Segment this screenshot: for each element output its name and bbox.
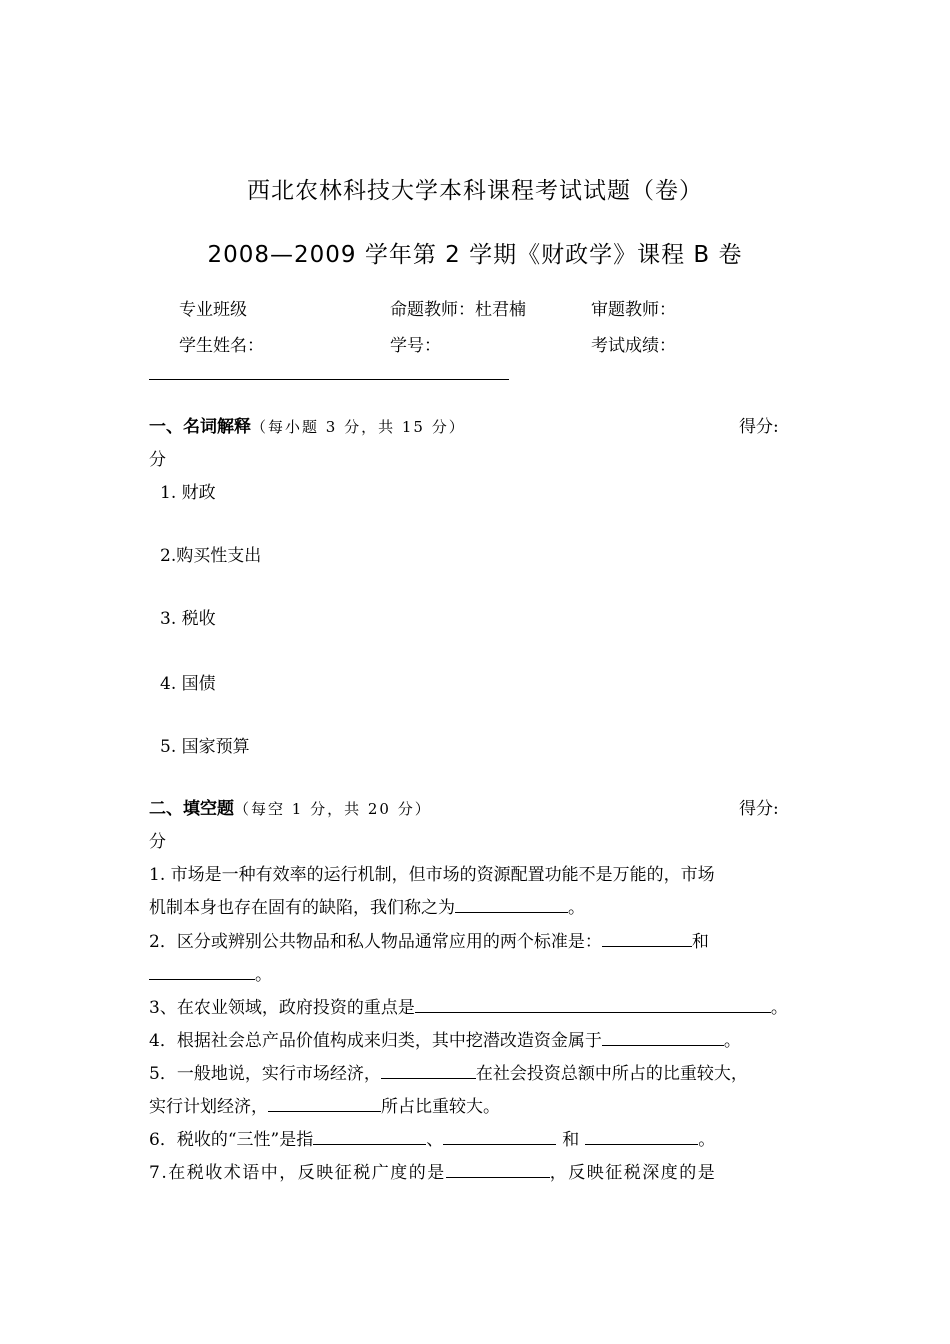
question-3 bbox=[149, 993, 788, 1018]
info-score: 考试成绩： bbox=[591, 336, 676, 356]
answer-blank[interactable] bbox=[313, 1130, 426, 1145]
question-5-line2 bbox=[149, 1092, 500, 1117]
info-student-name: 学生姓名： bbox=[179, 336, 264, 356]
question-5-line1 bbox=[149, 1059, 748, 1084]
question-7-text: 7.在税收术语中，反映征税广度的是 bbox=[149, 1163, 446, 1183]
term-item: 4. 国债 bbox=[160, 674, 216, 694]
section1-score-unit: 分 bbox=[149, 450, 166, 470]
info-major-class: 专业班级 bbox=[179, 300, 247, 320]
section1-score-label: 得分: bbox=[739, 417, 779, 437]
exam-title: 西北农林科技大学本科课程考试试题（卷） bbox=[247, 178, 703, 204]
info-student-id: 学号： bbox=[390, 336, 441, 356]
exam-subtitle: 2008—2009 学年第 2 学期《财政学》课程 B 卷 bbox=[207, 242, 743, 268]
term-item: 3. 税收 bbox=[160, 609, 216, 629]
term-item: 5. 国家预算 bbox=[160, 737, 250, 757]
answer-blank[interactable] bbox=[149, 965, 255, 980]
section1-heading: 一、名词解释 bbox=[149, 417, 251, 437]
question-4 bbox=[149, 1026, 741, 1051]
question-1-line1: 1. 市场是一种有效率的运行机制，但市场的资源配置功能不是万能的，市场 bbox=[149, 865, 715, 885]
question-6 bbox=[149, 1125, 715, 1150]
answer-blank[interactable] bbox=[415, 998, 771, 1013]
answer-blank[interactable] bbox=[455, 898, 568, 913]
answer-blank[interactable] bbox=[585, 1130, 698, 1145]
conjunction-and: 和 bbox=[691, 932, 709, 952]
period: 。 bbox=[723, 1031, 741, 1051]
section2-header bbox=[149, 794, 432, 819]
question-7 bbox=[149, 1158, 716, 1183]
section2-points: （每空 1 分，共 20 分） bbox=[234, 800, 432, 818]
section2-score-label: 得分: bbox=[739, 799, 779, 819]
question-2-line1 bbox=[149, 927, 709, 952]
section2-heading: 二、填空题 bbox=[149, 799, 234, 819]
conjunction-and: 和 bbox=[562, 1130, 580, 1150]
period: 。 bbox=[255, 965, 272, 985]
answer-blank[interactable] bbox=[268, 1097, 381, 1112]
answer-blank[interactable] bbox=[602, 932, 692, 947]
answer-blank[interactable] bbox=[446, 1163, 550, 1178]
term-item: 2.购买性支出 bbox=[160, 546, 262, 566]
question-2-text: 2．区分或辨别公共物品和私人物品通常应用的两个标准是： bbox=[149, 932, 602, 952]
period: 。 bbox=[568, 898, 585, 918]
question-7-text-cont: ，反映征税深度的是 bbox=[549, 1163, 717, 1183]
question-1-line2 bbox=[149, 893, 585, 918]
section2-score-unit: 分 bbox=[149, 832, 166, 852]
question-3-text: 3、在农业领域，政府投资的重点是 bbox=[149, 998, 415, 1018]
info-reviewer: 审题教师： bbox=[591, 300, 676, 320]
section1-points: （每小题 3 分，共 15 分） bbox=[251, 418, 466, 436]
period: 。 bbox=[770, 998, 788, 1018]
period: 。 bbox=[698, 1130, 716, 1150]
term-item: 1. 财政 bbox=[160, 483, 216, 503]
question-5-text: 5．一般地说，实行市场经济， bbox=[149, 1064, 381, 1084]
question-2-line2 bbox=[149, 960, 272, 985]
info-setter: 命题教师：杜君楠 bbox=[390, 300, 526, 320]
question-4-text: 4．根据社会总产品价值构成来归类，其中挖潜改造资金属于 bbox=[149, 1031, 602, 1051]
answer-blank[interactable] bbox=[443, 1130, 556, 1145]
separator: 、 bbox=[426, 1130, 444, 1150]
answer-blank[interactable] bbox=[602, 1031, 724, 1046]
question-5-text-2: 实行计划经济， bbox=[149, 1097, 268, 1117]
question-5-text-2-cont: 所占比重较大。 bbox=[381, 1097, 500, 1117]
section1-header bbox=[149, 412, 466, 437]
question-6-text: 6．税收的“三性”是指 bbox=[149, 1130, 314, 1150]
answer-blank[interactable] bbox=[381, 1064, 476, 1079]
question-5-text-cont: 在社会投资总额中所占的比重较大， bbox=[475, 1064, 748, 1084]
divider-line bbox=[149, 379, 509, 380]
question-1-text: 机制本身也存在固有的缺陷，我们称之为 bbox=[149, 898, 455, 918]
